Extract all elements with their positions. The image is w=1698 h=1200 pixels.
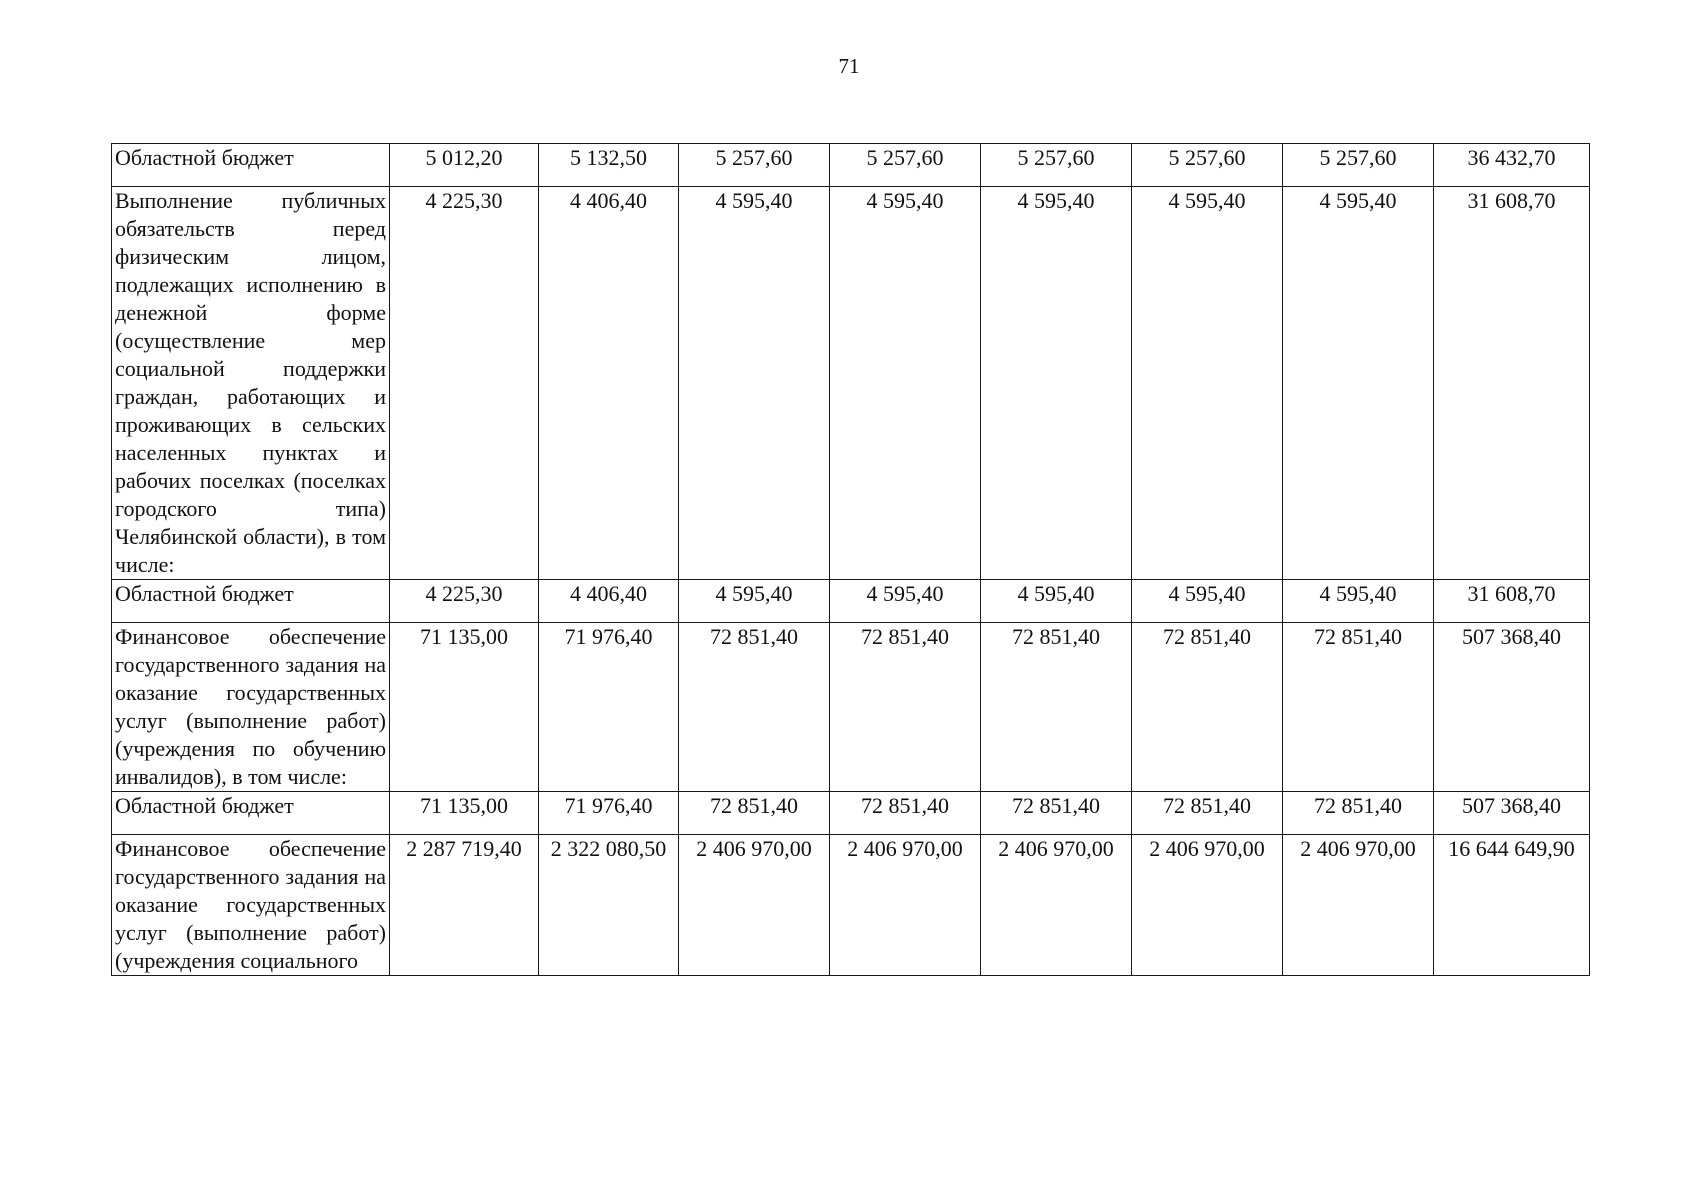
row-label: Областной бюджет xyxy=(112,792,390,835)
value-cell: 4 406,40 xyxy=(539,187,679,580)
table-row xyxy=(112,580,1590,623)
total-cell: 31 608,70 xyxy=(1434,580,1590,623)
value-cell: 2 406 970,00 xyxy=(679,835,830,976)
value-cell: 72 851,40 xyxy=(981,792,1132,835)
total-cell: 507 368,40 xyxy=(1434,623,1590,792)
value-cell: 72 851,40 xyxy=(981,623,1132,792)
value-cell: 4 595,40 xyxy=(981,187,1132,580)
value-cell: 4 595,40 xyxy=(981,580,1132,623)
table-row xyxy=(112,144,1590,187)
value-cell: 72 851,40 xyxy=(1283,623,1434,792)
value-cell: 2 406 970,00 xyxy=(981,835,1132,976)
value-cell: 4 406,40 xyxy=(539,580,679,623)
value-cell: 72 851,40 xyxy=(1283,792,1434,835)
value-cell: 4 595,40 xyxy=(679,187,830,580)
value-cell: 72 851,40 xyxy=(679,623,830,792)
value-cell: 5 257,60 xyxy=(830,144,981,187)
total-cell: 31 608,70 xyxy=(1434,187,1590,580)
value-cell: 4 595,40 xyxy=(1132,580,1283,623)
value-cell: 4 225,30 xyxy=(390,187,539,580)
value-cell: 2 406 970,00 xyxy=(830,835,981,976)
table-row xyxy=(112,792,1590,835)
row-label: Областной бюджет xyxy=(112,144,390,187)
value-cell: 72 851,40 xyxy=(830,623,981,792)
value-cell: 72 851,40 xyxy=(830,792,981,835)
value-cell: 2 322 080,50 xyxy=(539,835,679,976)
value-cell: 4 595,40 xyxy=(1283,580,1434,623)
value-cell: 72 851,40 xyxy=(1132,623,1283,792)
value-cell: 2 287 719,40 xyxy=(390,835,539,976)
value-cell: 5 257,60 xyxy=(679,144,830,187)
total-cell: 16 644 649,90 xyxy=(1434,835,1590,976)
value-cell: 71 976,40 xyxy=(539,623,679,792)
row-label: Финансовое обеспечение государственного задания на оказание государственных услуг (выполнение работ) (учреждения по обучению инвалидов), в том числе: xyxy=(112,623,390,792)
value-cell: 4 595,40 xyxy=(1283,187,1434,580)
value-cell: 72 851,40 xyxy=(679,792,830,835)
value-cell: 5 132,50 xyxy=(539,144,679,187)
value-cell: 4 595,40 xyxy=(1132,187,1283,580)
row-label: Выполнение публичных обязательств перед физическим лицом, подлежащих исполнению в денежной форме (осуществление мер социальной поддержки граждан, работающих и проживающих в сельских населенных пунктах и рабочих поселках (поселках городского типа) Челябинской области), в том числе: xyxy=(112,187,390,580)
row-label: Областной бюджет xyxy=(112,580,390,623)
page-number: 71 xyxy=(838,54,860,78)
value-cell: 72 851,40 xyxy=(1132,792,1283,835)
total-cell: 36 432,70 xyxy=(1434,144,1590,187)
value-cell: 2 406 970,00 xyxy=(1283,835,1434,976)
value-cell: 5 257,60 xyxy=(981,144,1132,187)
value-cell: 71 135,00 xyxy=(390,623,539,792)
value-cell: 5 012,20 xyxy=(390,144,539,187)
row-label: Финансовое обеспечение государственного задания на оказание государственных услуг (выполнение работ) (учреждения социального xyxy=(112,835,390,976)
value-cell: 5 257,60 xyxy=(1132,144,1283,187)
value-cell: 4 595,40 xyxy=(679,580,830,623)
budget-table xyxy=(111,143,1590,976)
total-cell: 507 368,40 xyxy=(1434,792,1590,835)
table-row xyxy=(112,835,1590,976)
value-cell: 2 406 970,00 xyxy=(1132,835,1283,976)
value-cell: 4 595,40 xyxy=(830,580,981,623)
value-cell: 4 595,40 xyxy=(830,187,981,580)
value-cell: 4 225,30 xyxy=(390,580,539,623)
table-row xyxy=(112,187,1590,580)
value-cell: 71 135,00 xyxy=(390,792,539,835)
value-cell: 5 257,60 xyxy=(1283,144,1434,187)
value-cell: 71 976,40 xyxy=(539,792,679,835)
table-row xyxy=(112,623,1590,792)
